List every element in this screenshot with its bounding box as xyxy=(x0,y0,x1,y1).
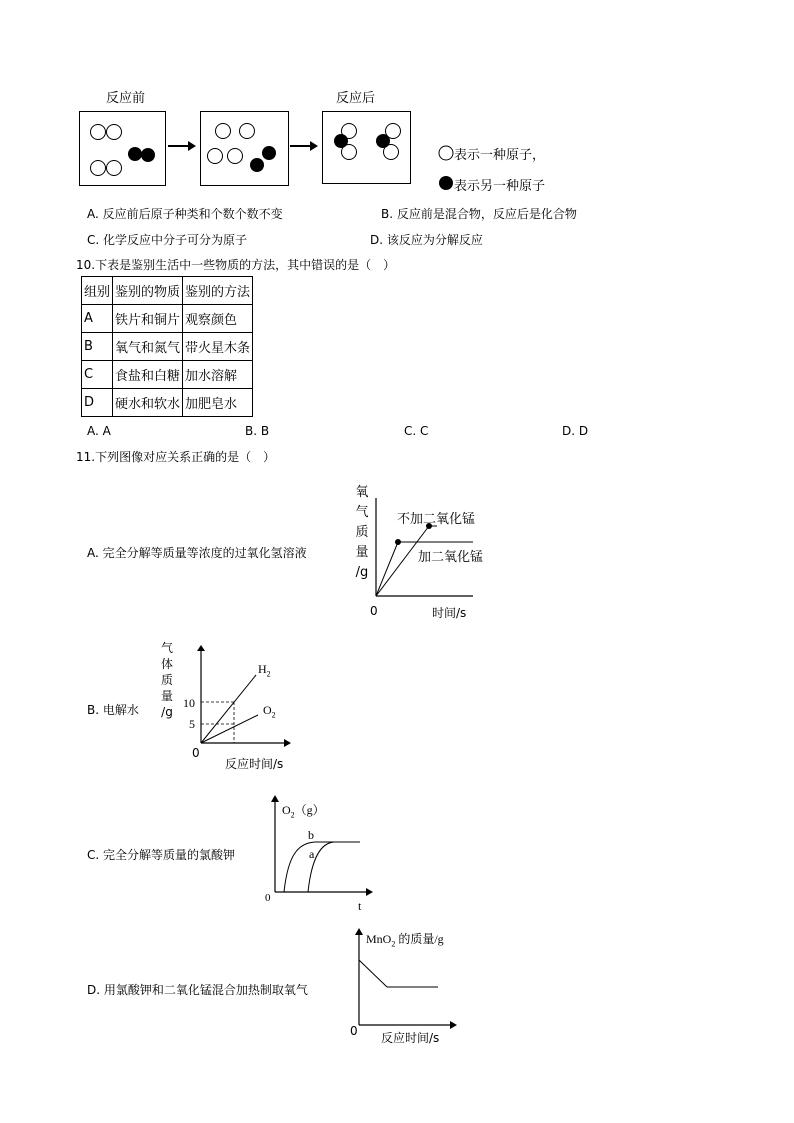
black-atom-icon xyxy=(438,175,454,191)
middle-atoms xyxy=(201,112,288,185)
q10-table xyxy=(81,276,253,417)
table-header-cell: 鉴别的方法 xyxy=(183,277,253,305)
graph-c-xlabel: t xyxy=(358,899,362,913)
arrow-icon xyxy=(290,140,320,152)
table-cell: 观察颜色 xyxy=(183,305,253,333)
graph-b-tick-5: 5 xyxy=(189,717,195,731)
q11-question: 11.下列图像对应关系正确的是（ ） xyxy=(76,450,276,464)
graph-d-origin: 0 xyxy=(350,1024,358,1038)
table-cell: D xyxy=(82,389,113,417)
ylabel-char: 量 xyxy=(160,689,173,703)
q10-option-b[interactable]: B. B xyxy=(245,424,270,438)
table-cell: A xyxy=(82,305,113,333)
q11-option-c[interactable]: C. 完全分解等质量的氯酸钾 xyxy=(87,848,236,862)
label-after-reaction: 反应后 xyxy=(336,91,376,106)
graph-c-ylabel: $O_2(g)$ xyxy=(282,803,325,820)
q11-option-b[interactable]: B. 电解水 xyxy=(87,703,139,717)
before-box xyxy=(79,111,166,186)
q11-option-a[interactable]: A. 完全分解等质量等浓度的过氧化氢溶液 xyxy=(87,546,307,560)
after-molecules xyxy=(323,112,410,183)
q10-option-c[interactable]: C. C xyxy=(404,424,429,438)
graph-c-curve-a-label: a xyxy=(309,847,315,861)
ylabel-char: 气 xyxy=(355,505,369,520)
table-cell: 加肥皂水 xyxy=(183,389,253,417)
graph-a-xlabel: 时间/s xyxy=(432,606,467,620)
q9-option-a[interactable]: A. 反应前后原子种类和个数个数不变 xyxy=(87,207,283,221)
graph-b-ylabel xyxy=(160,640,174,720)
q9-option-c[interactable]: C. 化学反应中分子可分为原子 xyxy=(87,233,248,247)
table-cell: C xyxy=(82,361,113,389)
graph-a-series1-label: 不加二氧化锰 xyxy=(397,512,476,527)
before-molecules xyxy=(80,112,165,185)
q9-option-d[interactable]: D. 该反应为分解反应 xyxy=(370,233,483,247)
table-row xyxy=(82,361,253,389)
graph-b-plot xyxy=(196,645,296,745)
graph-b-origin: 0 xyxy=(192,746,200,760)
graph-a-series2-label: 加二氧化锰 xyxy=(418,550,484,565)
ylabel-char: 气 xyxy=(160,641,173,655)
table-header-cell: 组别 xyxy=(82,277,113,305)
ylabel-char: 质 xyxy=(355,525,369,540)
table-cell: 氧气和氮气 xyxy=(113,333,183,361)
graph-b-xlabel: 反应时间/s xyxy=(225,757,284,771)
q10-option-d[interactable]: D. D xyxy=(562,424,589,438)
table-cell: 食盐和白糖 xyxy=(113,361,183,389)
graph-b-h2-label: $H_2$ xyxy=(258,662,271,679)
legend-white-atom: 表示一种原子， xyxy=(454,148,546,163)
label-before-reaction: 反应前 xyxy=(106,91,146,106)
after-box xyxy=(322,111,411,184)
q10-question: 10.下表是鉴别生活中一些物质的方法，其中错误的是（ ） xyxy=(76,258,396,272)
ylabel-char: /g xyxy=(161,705,173,719)
graph-a-origin: 0 xyxy=(370,604,378,618)
graph-a-ylabel xyxy=(355,483,369,583)
ylabel-char: /g xyxy=(355,565,369,580)
ylabel-char: 质 xyxy=(160,673,173,687)
graph-c-origin: 0 xyxy=(265,892,271,904)
ylabel-char: 量 xyxy=(355,545,369,560)
table-row xyxy=(82,305,253,333)
table-cell: 硬水和软水 xyxy=(113,389,183,417)
table-row xyxy=(82,333,253,361)
table-cell: 铁片和铜片 xyxy=(113,305,183,333)
q9-option-b[interactable]: B. 反应前是混合物，反应后是化合物 xyxy=(381,207,577,221)
table-header-row xyxy=(82,277,253,305)
graph-d-ylabel: MnO$_2$ 的质量/g xyxy=(366,932,444,949)
table-cell: 加水溶解 xyxy=(183,361,253,389)
table-header-cell: 鉴别的物质 xyxy=(113,277,183,305)
arrow-icon xyxy=(168,140,198,152)
middle-box xyxy=(200,111,289,186)
q10-option-a[interactable]: A. A xyxy=(87,424,111,438)
table-cell: B xyxy=(82,333,113,361)
white-atom-icon xyxy=(438,145,454,161)
table-row xyxy=(82,389,253,417)
table-cell: 带火星木条 xyxy=(183,333,253,361)
graph-d-xlabel: 反应时间/s xyxy=(381,1031,440,1045)
q11-option-d[interactable]: D. 用氯酸钾和二氧化锰混合加热制取氧气 xyxy=(87,983,308,997)
graph-b-o2-label: $O_2$ xyxy=(263,703,276,720)
ylabel-char: 氧 xyxy=(355,485,369,500)
ylabel-char: 体 xyxy=(160,657,173,671)
legend-black-atom: 表示另一种原子 xyxy=(454,179,546,194)
graph-b-tick-10: 10 xyxy=(183,696,195,710)
graph-c-curve-b-label: b xyxy=(308,828,314,842)
